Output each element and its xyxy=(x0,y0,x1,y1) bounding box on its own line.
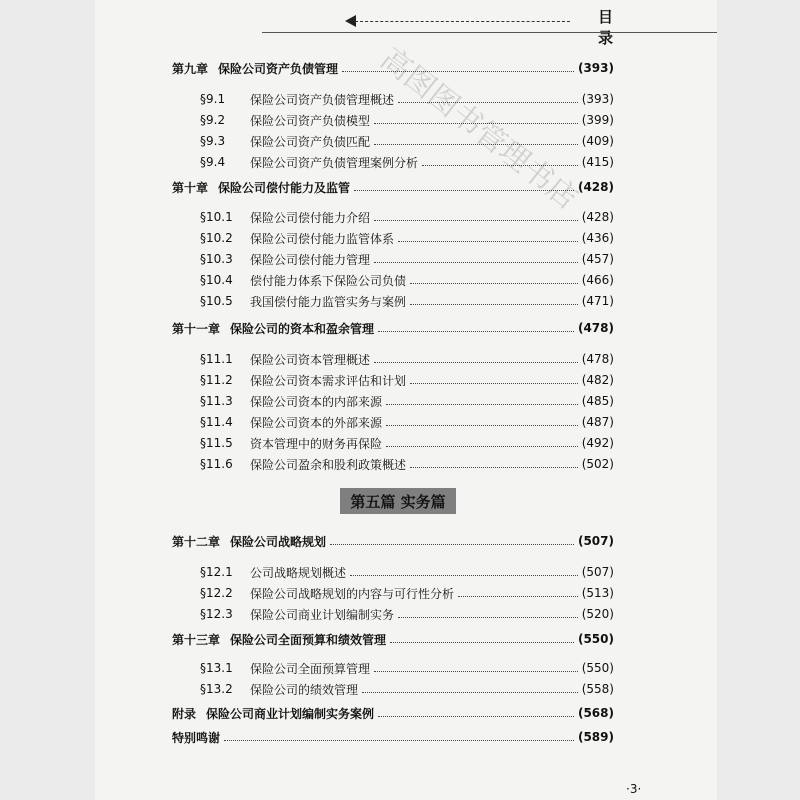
toc-entry-title: 公司战略规划概述 xyxy=(250,565,347,580)
toc-entry-number: §11.1 xyxy=(200,352,233,366)
toc-entry-number: 第九章 xyxy=(172,61,209,76)
toc-entry-number: 第十章 xyxy=(172,180,209,195)
toc-entry-page: (513) xyxy=(581,586,614,600)
toc-section-row[interactable] xyxy=(200,679,614,699)
toc-chapter-row[interactable] xyxy=(172,177,614,197)
toc-entry-page: (409) xyxy=(581,134,614,148)
toc-entry-number: §11.5 xyxy=(200,436,233,450)
page-header xyxy=(0,0,624,47)
toc-entry-title: 保险公司全面预算管理 xyxy=(250,661,371,676)
toc-entry-title: 资本管理中的财务再保险 xyxy=(250,436,383,451)
toc-entry-title: 保险公司商业计划编制实务 xyxy=(250,607,395,622)
toc-entry-title: 偿付能力体系下保险公司负债 xyxy=(250,273,407,288)
toc-entry-title: 保险公司资本管理概述 xyxy=(250,352,371,367)
toc-chapter-row[interactable] xyxy=(172,531,614,551)
toc-entry-number: §13.2 xyxy=(200,682,233,696)
toc-entry-number: §9.2 xyxy=(200,113,226,127)
toc-section-row[interactable] xyxy=(200,370,614,390)
toc-section-row[interactable] xyxy=(200,207,614,227)
toc-entry-number: §12.3 xyxy=(200,607,233,621)
toc-section-row[interactable] xyxy=(200,604,614,624)
header-rule xyxy=(262,32,717,33)
toc-entry-page: (502) xyxy=(581,457,614,471)
toc-section-row[interactable] xyxy=(200,349,614,369)
toc-entry-title: 保险公司战略规划 xyxy=(230,534,327,549)
dot-leader xyxy=(398,617,578,618)
toc-entry-page: (428) xyxy=(581,210,614,224)
header-dashed-line xyxy=(355,21,570,22)
dot-leader xyxy=(378,716,574,717)
toc-chapter-row[interactable] xyxy=(172,727,614,747)
toc-entry-page: (471) xyxy=(581,294,614,308)
dot-leader xyxy=(342,71,574,72)
toc-entry-title: 保险公司盈余和股利政策概述 xyxy=(250,457,407,472)
toc-chapter-row[interactable] xyxy=(172,703,614,723)
watermark: 高图图书管理书店 xyxy=(373,41,585,217)
toc-entry-number: §12.1 xyxy=(200,565,233,579)
toc-entry-page: (550) xyxy=(581,661,614,675)
toc-entry-title: 保险公司偿付能力及监管 xyxy=(218,180,351,195)
dot-leader xyxy=(458,596,578,597)
toc-entry-number: 第十一章 xyxy=(172,321,221,336)
toc-chapter-row[interactable] xyxy=(172,318,614,338)
dot-leader xyxy=(350,575,578,576)
toc-entry-number: 附录 xyxy=(172,706,197,721)
toc-section-row[interactable] xyxy=(200,583,614,603)
dot-leader xyxy=(390,642,574,643)
toc-entry-number: §10.1 xyxy=(200,210,233,224)
toc-entry-title: 保险公司商业计划编制实务案例 xyxy=(206,706,375,721)
toc-entry-number: §11.3 xyxy=(200,394,233,408)
dot-leader xyxy=(224,740,574,741)
toc-entry-page: (457) xyxy=(581,252,614,266)
dot-leader xyxy=(374,220,578,221)
part-heading: 第五篇 实务篇 xyxy=(340,488,456,514)
toc-entry-page: (393) xyxy=(577,61,614,75)
toc-entry-page: (428) xyxy=(577,180,614,194)
toc-section-row[interactable] xyxy=(200,249,614,269)
toc-entry-page: (520) xyxy=(581,607,614,621)
toc-section-row[interactable] xyxy=(200,562,614,582)
toc-entry-number: §9.1 xyxy=(200,92,226,106)
toc-entry-title: 保险公司偿付能力监管体系 xyxy=(250,231,395,246)
toc-entry-page: (487) xyxy=(581,415,614,429)
dot-leader xyxy=(386,404,578,405)
toc-entry-number: §10.2 xyxy=(200,231,233,245)
toc-entry-title: 保险公司资产负债模型 xyxy=(250,113,371,128)
dot-leader xyxy=(330,544,574,545)
toc-entry-number: §9.3 xyxy=(200,134,226,148)
dot-leader xyxy=(398,102,578,103)
toc-entry-page: (589) xyxy=(577,730,614,744)
toc-entry-page: (568) xyxy=(577,706,614,720)
dot-leader xyxy=(410,304,578,305)
toc-entry-title: 保险公司的绩效管理 xyxy=(250,682,359,697)
toc-entry-number: §10.5 xyxy=(200,294,233,308)
toc-section-row[interactable] xyxy=(200,433,614,453)
toc-entry-number: 第十二章 xyxy=(172,534,221,549)
toc-entry-page: (485) xyxy=(581,394,614,408)
toc-entry-title: 保险公司资产负债管理概述 xyxy=(250,92,395,107)
toc-entry-title: 保险公司资产负债管理 xyxy=(218,61,339,76)
dot-leader xyxy=(398,241,578,242)
toc-entry-page: (399) xyxy=(581,113,614,127)
toc-entry-page: (482) xyxy=(581,373,614,387)
toc-section-row[interactable] xyxy=(200,454,614,474)
toc-entry-page: (466) xyxy=(581,273,614,287)
toc-section-row[interactable] xyxy=(200,412,614,432)
dot-leader xyxy=(410,383,578,384)
dot-leader xyxy=(410,467,578,468)
dot-leader xyxy=(374,262,578,263)
toc-entry-title: 保险公司资本的外部来源 xyxy=(250,415,383,430)
toc-entry-page: (478) xyxy=(581,352,614,366)
toc-chapter-row[interactable] xyxy=(172,629,614,649)
dot-leader xyxy=(374,123,578,124)
toc-section-row[interactable] xyxy=(200,291,614,311)
dot-leader xyxy=(374,671,578,672)
toc-entry-page: (550) xyxy=(577,632,614,646)
dot-leader xyxy=(386,446,578,447)
toc-section-row[interactable] xyxy=(200,270,614,290)
toc-section-row[interactable] xyxy=(200,89,614,109)
toc-entry-page: (415) xyxy=(581,155,614,169)
dot-leader xyxy=(374,362,578,363)
header-title: 目 录 xyxy=(598,8,624,47)
toc-entry-title: 保险公司的资本和盈余管理 xyxy=(230,321,375,336)
toc-section-row[interactable] xyxy=(200,152,614,172)
page-number: ·3· xyxy=(626,782,642,796)
dot-leader xyxy=(378,331,574,332)
toc-entry-number: §11.6 xyxy=(200,457,233,471)
toc-entry-number: 第十三章 xyxy=(172,632,221,647)
toc-entry-title: 保险公司全面预算和绩效管理 xyxy=(230,632,387,647)
toc-section-row[interactable] xyxy=(200,131,614,151)
toc-entry-page: (507) xyxy=(581,565,614,579)
dot-leader xyxy=(362,692,578,693)
toc-entry-title: 特别鸣谢 xyxy=(172,730,221,745)
toc-entry-title: 保险公司偿付能力介绍 xyxy=(250,210,371,225)
toc-entry-title: 保险公司资产负债匹配 xyxy=(250,134,371,149)
dot-leader xyxy=(422,165,578,166)
dot-leader xyxy=(374,144,578,145)
toc-entry-page: (393) xyxy=(581,92,614,106)
toc-section-row[interactable] xyxy=(200,110,614,130)
toc-section-row[interactable] xyxy=(200,658,614,678)
toc-entry-number: §9.4 xyxy=(200,155,226,169)
toc-entry-title: 保险公司偿付能力管理 xyxy=(250,252,371,267)
toc-entry-title: 保险公司资本的内部来源 xyxy=(250,394,383,409)
toc-chapter-row[interactable] xyxy=(172,58,614,78)
toc-entry-page: (478) xyxy=(577,321,614,335)
toc-entry-number: §11.4 xyxy=(200,415,233,429)
toc-section-row[interactable] xyxy=(200,228,614,248)
toc-entry-title: 保险公司资产负债管理案例分析 xyxy=(250,155,419,170)
toc-entry-title: 我国偿付能力监管实务与案例 xyxy=(250,294,407,309)
toc-entry-number: §10.3 xyxy=(200,252,233,266)
toc-entry-title: 保险公司资本需求评估和计划 xyxy=(250,373,407,388)
toc-entry-page: (507) xyxy=(577,534,614,548)
toc-entry-number: §12.2 xyxy=(200,586,233,600)
toc-entry-number: §10.4 xyxy=(200,273,233,287)
toc-entry-page: (436) xyxy=(581,231,614,245)
toc-entry-page: (558) xyxy=(581,682,614,696)
dot-leader xyxy=(410,283,578,284)
dot-leader xyxy=(386,425,578,426)
toc-entry-number: §13.1 xyxy=(200,661,233,675)
dot-leader xyxy=(354,190,574,191)
toc-entry-title: 保险公司战略规划的内容与可行性分析 xyxy=(250,586,455,601)
toc-entry-page: (492) xyxy=(581,436,614,450)
toc-section-row[interactable] xyxy=(200,391,614,411)
toc-entry-number: §11.2 xyxy=(200,373,233,387)
